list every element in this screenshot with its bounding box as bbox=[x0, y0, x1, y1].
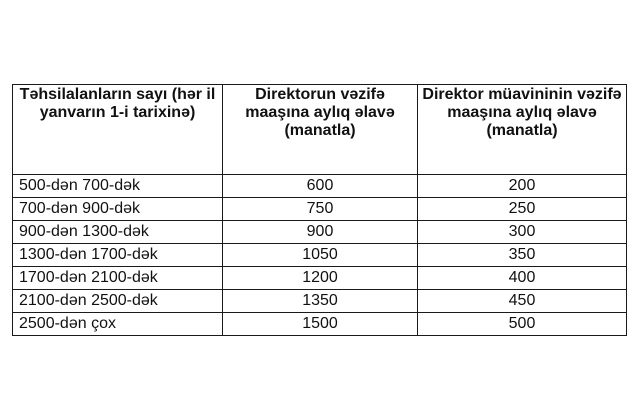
student-count-cell: 500-dən 700-dək bbox=[13, 175, 223, 198]
director-supplement-cell: 1350 bbox=[223, 290, 418, 313]
header-row bbox=[13, 85, 627, 175]
deputy-supplement-cell: 200 bbox=[418, 175, 627, 198]
table-row bbox=[13, 290, 627, 313]
table-row bbox=[13, 175, 627, 198]
deputy-supplement-cell: 450 bbox=[418, 290, 627, 313]
header-deputy-supplement: Direktor müavininin vəzifə maaşına aylıq əlavə (manatla) bbox=[418, 85, 627, 175]
student-count-cell: 700-dən 900-dək bbox=[13, 198, 223, 221]
student-count-cell: 900-dən 1300-dək bbox=[13, 221, 223, 244]
table-row bbox=[13, 313, 627, 336]
student-count-cell: 2100-dən 2500-dək bbox=[13, 290, 223, 313]
director-supplement-cell: 1200 bbox=[223, 267, 418, 290]
director-supplement-cell: 1050 bbox=[223, 244, 418, 267]
deputy-supplement-cell: 350 bbox=[418, 244, 627, 267]
director-supplement-cell: 1500 bbox=[223, 313, 418, 336]
student-count-cell: 1700-dən 2100-dək bbox=[13, 267, 223, 290]
director-supplement-cell: 600 bbox=[223, 175, 418, 198]
salary-supplement-table bbox=[12, 84, 627, 336]
header-student-count: Təhsilalanların sayı (hər il yanvarın 1-i tarixinə) bbox=[13, 85, 223, 175]
deputy-supplement-cell: 300 bbox=[418, 221, 627, 244]
table-body bbox=[13, 175, 627, 336]
table-header bbox=[13, 85, 627, 175]
table-row bbox=[13, 198, 627, 221]
table-row bbox=[13, 267, 627, 290]
director-supplement-cell: 750 bbox=[223, 198, 418, 221]
deputy-supplement-cell: 250 bbox=[418, 198, 627, 221]
student-count-cell: 1300-dən 1700-dək bbox=[13, 244, 223, 267]
salary-supplement-table-container bbox=[12, 84, 626, 336]
header-director-supplement: Direktorun vəzifə maaşına aylıq əlavə (manatla) bbox=[223, 85, 418, 175]
director-supplement-cell: 900 bbox=[223, 221, 418, 244]
table-row bbox=[13, 221, 627, 244]
deputy-supplement-cell: 500 bbox=[418, 313, 627, 336]
deputy-supplement-cell: 400 bbox=[418, 267, 627, 290]
table-row bbox=[13, 244, 627, 267]
student-count-cell: 2500-dən çox bbox=[13, 313, 223, 336]
